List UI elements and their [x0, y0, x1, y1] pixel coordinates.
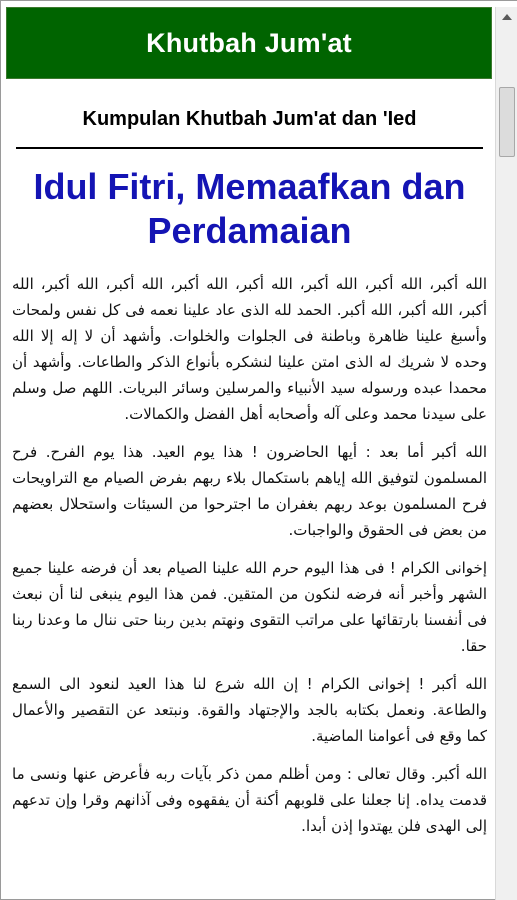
article-paragraph: الله أكبر ! إخوانى الكرام ! إن الله شرع لنا هذا العيد لنعود الى السمع والطاعة. ونعمل بكتابه بالجد والإجتهاد والقوة. ونبتعد عن التقصير والأعمال كما وقع فى أعوامنا الماضية.: [12, 675, 487, 745]
article-paragraph: إخوانى الكرام ! فى هذا اليوم حرم الله علينا الصيام بعد أن فرضه علينا جميع الشهر وأخبر أنه فرضه لنكون من المتقين. فمن هذا اليوم ينبغى لنا أن نبعث فى أنفسنا بارتقائها على مراتب التقوى ونهتم بدين ربنا حتى ننال ما وعدنا ربنا حقا.: [12, 559, 487, 655]
app-title: Khutbah Jum'at: [146, 27, 352, 58]
site-subtitle: Kumpulan Khutbah Jum'at dan 'Ied: [82, 108, 417, 130]
app-header: [6, 7, 492, 79]
article-paragraph: الله أكبر أما بعد : أيها الحاضرون ! هذا يوم العيد. هذا يوم الفرح. فرح المسلمون لتوفيق الله إياهم باستكمال بلاء ربهم بفرض الصيام مع التراويحات فرح المسلمون بوعد ربهم بغفران ما اجترحوا من السيئات واستحلال بعضهم من بعض فى الحقوق والواجبات.: [12, 443, 487, 539]
scroll-thumb[interactable]: [499, 87, 515, 157]
article-body: [12, 271, 487, 839]
article-paragraph: الله أكبر. وقال تعالى : ومن أظلم ممن ذكر بآيات ربه فأعرض عنها ونسى ما قدمت يداه. إنا جعلنا على قلوبهم أكنة أن يفقهوه وفى آذانهم وقرا وإن تدعهم إلى الهدى فلن يهتدوا إذن أبدا.: [12, 765, 487, 835]
article-title: Idul Fitri, Memaafkan dan Perdamaian: [33, 166, 466, 251]
scroll-up-arrow-icon[interactable]: [496, 7, 517, 27]
divider: [16, 147, 483, 149]
scrollbar[interactable]: [495, 7, 517, 900]
article-paragraph: الله أكبر، الله أكبر، الله أكبر، الله أكبر، الله أكبر، الله أكبر، الله أكبر، الله أكبر، الله أكبر، الله أكبر. الحمد لله الذى عاد علينا نعمه فى كل نفس ولمحات وأسبغ علينا ظاهرة وباطنة فى الجلوات والخلوات. وأشهد أن لا إله إلا الله وحده لا شريك له الذى امتن علينا لنشكره بأنواع الذكر والطاعات. وأشهد أن محمدا عبده ورسوله سيد الأنبياء والمرسلين وسائر البريات. اللهم صل وسلم على سيدنا محمد وعلى آله وأصحابه أهل الفضل والكمالات.: [12, 275, 487, 423]
content-area: [12, 90, 487, 851]
